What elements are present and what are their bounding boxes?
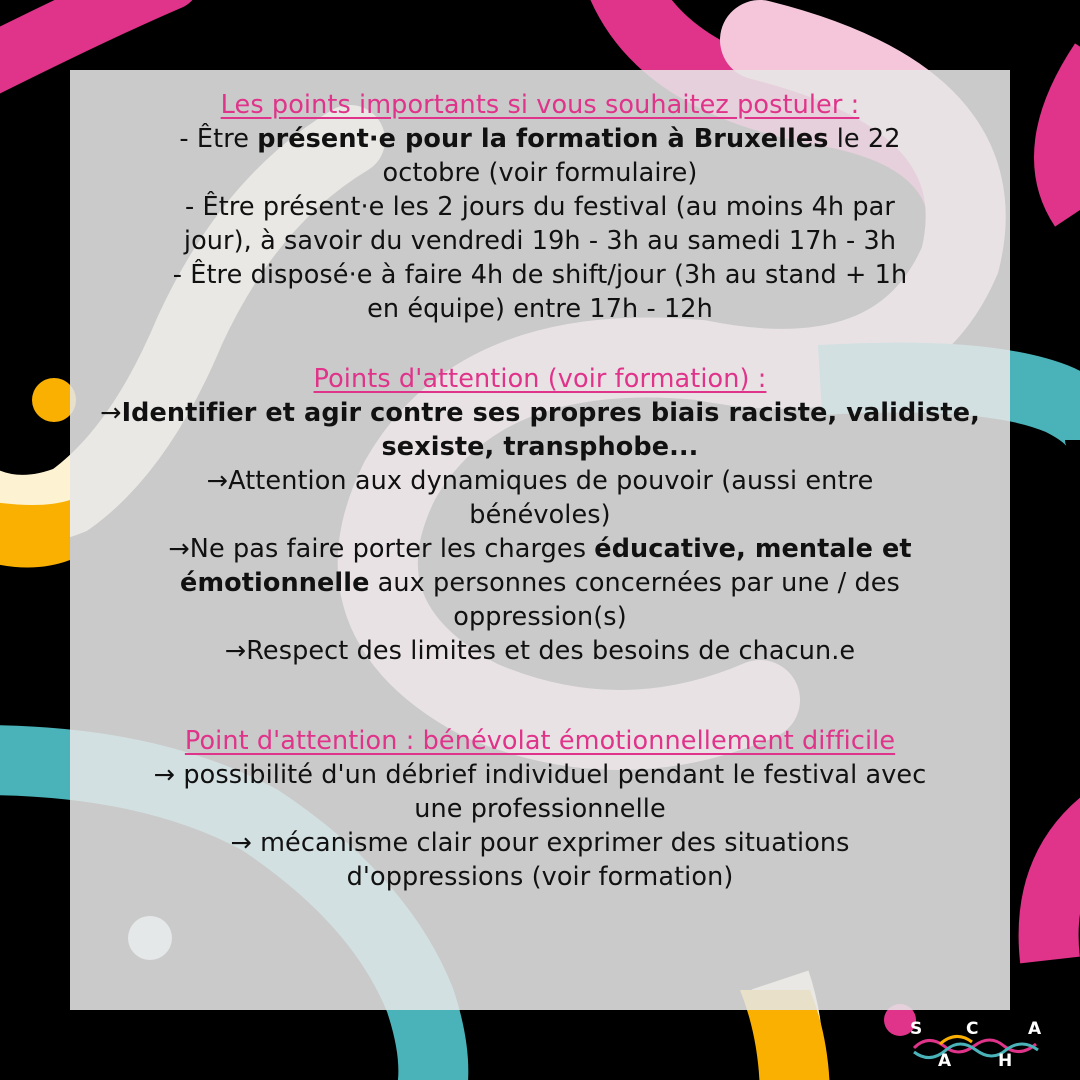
section1-line2: octobre (voir formulaire) bbox=[382, 158, 698, 188]
section3-line1: → possibilité d'un débrief individuel pendant le festival avec bbox=[153, 760, 927, 790]
logo-letter-h: H bbox=[998, 1051, 1013, 1068]
logo-letter-a2: A bbox=[1028, 1019, 1042, 1039]
section2-line3: →Attention aux dynamiques de pouvoir (aussi entre bbox=[206, 466, 874, 496]
section1-line5: - Être disposé·e à faire 4h de shift/jour (3h au stand + 1h bbox=[172, 260, 908, 290]
section3-heading: Point d'attention : bénévolat émotionnellement difficile bbox=[184, 726, 896, 756]
section1-heading: Les points importants si vous souhaitez postuler : bbox=[220, 90, 860, 120]
pink-stroke-bottom-right bbox=[1049, 820, 1080, 960]
sacha-logo bbox=[900, 1016, 1050, 1068]
logo-letter-c: C bbox=[966, 1019, 979, 1039]
section3-line2: une professionnelle bbox=[414, 794, 666, 824]
section2-heading: Points d'attention (voir formation) : bbox=[313, 364, 767, 394]
section2-line1: →Identifier et agir contre ses propres biais raciste, validiste, bbox=[100, 398, 980, 428]
section2-line6: émotionnelle aux personnes concernées par une / des bbox=[180, 568, 900, 598]
info-panel bbox=[70, 70, 1010, 1010]
section2-line4: bénévoles) bbox=[469, 500, 611, 530]
pink-stroke-right bbox=[1064, 60, 1080, 210]
section2-line8: →Respect des limites et des besoins de chacun.e bbox=[224, 636, 856, 666]
section1-line4: jour), à savoir du vendredi 19h - 3h au samedi 17h - 3h bbox=[183, 226, 897, 256]
logo-letter-a1: A bbox=[938, 1051, 952, 1068]
yellow-stroke-left bbox=[0, 500, 70, 568]
logo-letter-s: S bbox=[910, 1019, 923, 1039]
section3-line4: d'oppressions (voir formation) bbox=[346, 862, 734, 892]
section2-line2: sexiste, transphobe... bbox=[381, 432, 699, 462]
section2-line7: oppression(s) bbox=[453, 602, 627, 632]
section1-line1: - Être présent·e pour la formation à Bruxelles le 22 bbox=[179, 124, 901, 154]
section2-line5: →Ne pas faire porter les charges éducative, mentale et bbox=[168, 534, 912, 564]
section1-line3: - Être présent·e les 2 jours du festival (au moins 4h par bbox=[185, 192, 895, 222]
section3-line3: → mécanisme clair pour exprimer des situations bbox=[230, 828, 850, 858]
pink-stroke-top-left bbox=[0, 0, 170, 70]
section1-line6: en équipe) entre 17h - 12h bbox=[367, 294, 713, 324]
